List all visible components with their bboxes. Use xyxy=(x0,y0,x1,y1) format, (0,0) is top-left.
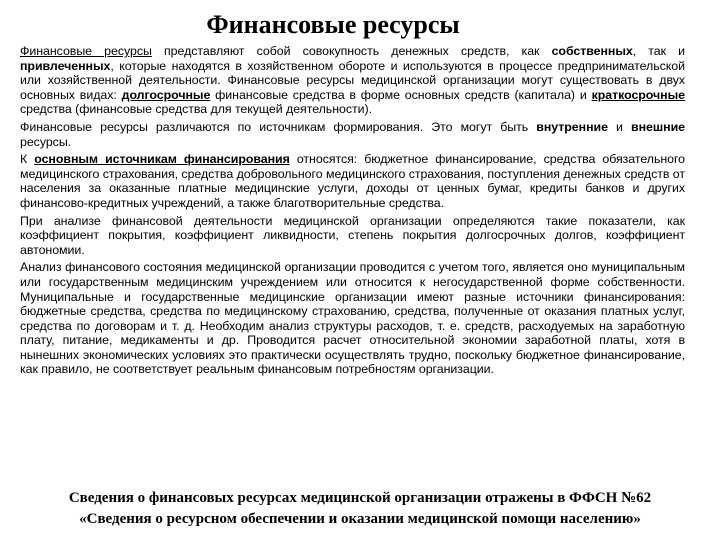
text-run: относятся: бюджетное финансирование, средства обязательного медицинского страхования, средства добровольного медицинского страхования, поступления денежных средств от населения за оказанные платные медицинские услуги, доходы от ценных бумаг, кредиты банков и других финансово-кредитных учреждений, а также благотворительные средства. xyxy=(20,152,686,210)
term-external: внешние xyxy=(631,119,685,134)
term-short-term: краткосрочные xyxy=(591,87,685,102)
text-run: средства (финансовые средства для текущей деятельности). xyxy=(20,102,372,117)
document-body xyxy=(20,44,685,380)
text-run: , которые находятся в хозяйственном обороте и используются в процессе предпринимательской или хозяйственной деятельности. Финансовые ресурсы медицинской организации могут существовать в двух основных видах: xyxy=(20,58,685,102)
text-run: финансовые средства в форме основных средств (капитала) и xyxy=(210,87,592,102)
term-long-term: долгосрочные xyxy=(121,87,211,102)
term-main-funding-sources: основным источникам финансирования xyxy=(34,152,290,167)
paragraph-main-sources xyxy=(20,152,685,210)
page-title: Финансовые ресурсы xyxy=(206,10,460,39)
paragraph-definition xyxy=(20,44,685,117)
paragraph-analysis: Анализ финансового состояния медицинской организации проводится с учетом того, является оно муниципальным или государственным медицинским учреждением или относится к негосударственной форме собственности. Муниципальные и государственные медицинские организации имеют разные источники финансирования: бюджетные средства, средства по медицинскому страхованию, средства, полученные от оказания платных услуг, средства по договорам и т. д. Необходим анализ структуры расходов, т. е. средств, расходуемых на заработную плату, питание, медикаменты и др. Проводится расчет относительной экономии заработной платы, хотя в нынешних экономических условиях это практически осуществлять трудно, поскольку бюджетное финансирование, как правило, не соответствует реальным финансовым потребностям организации. xyxy=(20,260,685,377)
text-run: ресурсы. xyxy=(20,134,72,149)
text-run: и xyxy=(607,119,632,134)
footer-note xyxy=(40,488,680,530)
text-run: Финансовые ресурсы различаются по источникам формирования. Это могут быть xyxy=(20,119,537,134)
paragraph-indicators: При анализе финансовой деятельности медицинской организации определяются такие показатели, как коэффициент покрытия, коэффициент ликвидности, степень покрытия долгосрочных долгов, коэффициент автономии. xyxy=(20,213,685,257)
footer-line-1: Сведения о финансовых ресурсах медицинской организации отражены в ФФСН №62 xyxy=(68,490,652,506)
text-run: К xyxy=(20,152,35,167)
term-attracted: привлеченных xyxy=(20,58,111,73)
term-internal: внутренние xyxy=(536,119,608,134)
paragraph-sources-types xyxy=(20,120,685,149)
text-run: , так и xyxy=(632,44,686,58)
term-own: собственных xyxy=(551,44,633,58)
footer-line-2: «Сведения о ресурсном обеспечении и оказании медицинской помощи населению» xyxy=(79,511,641,527)
text-run: представляют собой совокупность денежных средств, как xyxy=(151,44,552,58)
term-financial-resources: Финансовые ресурсы xyxy=(20,44,152,58)
